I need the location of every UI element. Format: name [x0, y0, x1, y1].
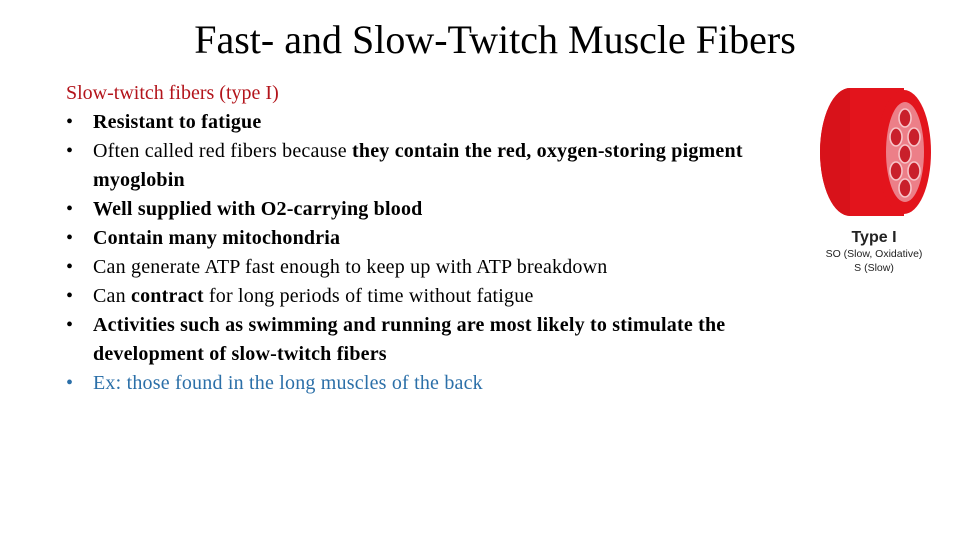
bullet-text: Can — [93, 285, 132, 307]
bullet-text: Ex: those found in the long muscles of the back — [93, 372, 483, 394]
myofibril — [899, 179, 911, 197]
bullet-text-end: for long periods of time without fatigue — [203, 285, 534, 307]
bullet-item — [66, 253, 811, 282]
subheading: Slow-twitch fibers (type I) — [66, 82, 279, 104]
myofibril — [899, 145, 911, 163]
myofibril — [899, 109, 911, 127]
figure-caption-line2: S (Slow) — [854, 262, 894, 274]
figure-caption-line1: SO (Slow, Oxidative) — [825, 248, 923, 260]
myofibril — [908, 128, 920, 146]
figure-type-label: Type I — [851, 229, 897, 246]
bullet-item — [66, 137, 811, 195]
bullet-marker: • — [66, 140, 74, 162]
bullet-item-example — [66, 369, 811, 398]
bullet-text: Can generate ATP fast enough to keep up with ATP breakdown — [93, 256, 608, 278]
bullet-text: Often called red fibers because — [93, 140, 353, 162]
bullet-marker: • — [66, 372, 74, 394]
bullet-bold-text: Activities such as swimming and running are most likely to stimulate the development of slow-twitch fibers — [93, 314, 726, 365]
bullet-item — [66, 108, 811, 137]
bullet-list — [66, 108, 811, 398]
bullet-marker: • — [66, 111, 74, 133]
bullet-item — [66, 224, 811, 253]
muscle-fiber-icon — [812, 82, 942, 222]
bullet-bold-text: Well supplied with O2-carrying blood — [93, 198, 423, 220]
bullet-item — [66, 282, 811, 311]
myofibril — [890, 128, 902, 146]
bullet-bold-text: contract — [131, 285, 204, 307]
bullet-item — [66, 195, 811, 224]
bullet-bold-text: Contain many mitochondria — [93, 227, 341, 249]
bullet-marker: • — [66, 227, 74, 249]
slide-title: Fast- and Slow-Twitch Muscle Fibers — [194, 17, 796, 62]
bullet-bold-text: Resistant to fatigue — [93, 111, 262, 133]
bullet-marker: • — [66, 314, 74, 336]
bullet-item — [66, 311, 811, 369]
bullet-bold-text: they contain the red, oxygen-storing pigment myoglobin — [93, 140, 743, 191]
bullet-marker: • — [66, 285, 74, 307]
bullet-marker: • — [66, 256, 74, 278]
bullet-marker: • — [66, 198, 74, 220]
myofibril — [908, 162, 920, 180]
content-area — [66, 79, 811, 398]
myofibril — [890, 162, 902, 180]
